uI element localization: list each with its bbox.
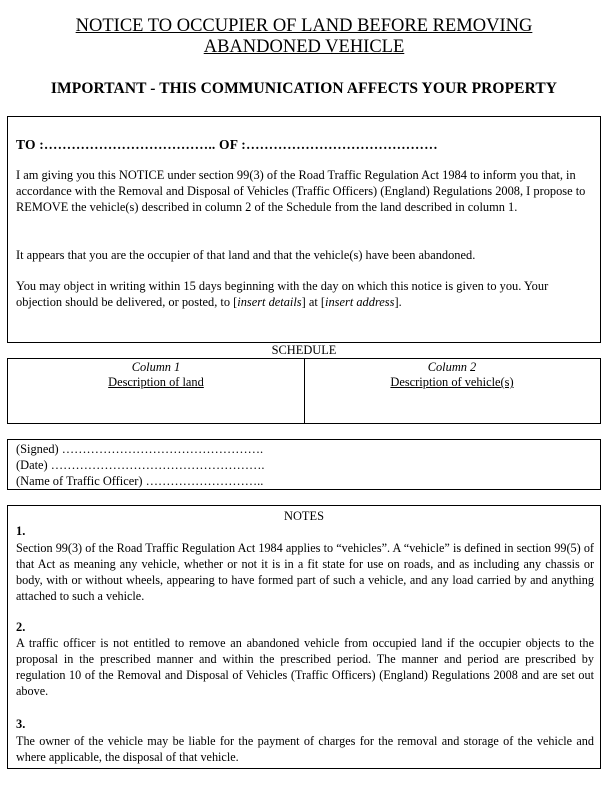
objection-text-b: ] at [: [301, 295, 326, 309]
important-heading: IMPORTANT - THIS COMMUNICATION AFFECTS YOUR PROPERTY: [50, 80, 558, 97]
to-of-line: TO :……………………………….. OF :……………………………………: [16, 137, 438, 152]
note-1-number: 1.: [16, 524, 26, 538]
notice-paragraph-1: I am giving you this NOTICE under section 99(3) of the Road Traffic Regulation Act 1984 to inform you that, in accordance with the Removal and Disposal of Vehicles (Traffic Officers) (England) Regulations 2008, I propose to REMOVE the vehicle(s) described in column 2 of the Schedule from the land described in column 1.: [16, 168, 586, 214]
notes-box: [7, 505, 601, 769]
insert-address-placeholder: insert address: [325, 295, 395, 309]
note-2-number: 2.: [16, 620, 26, 634]
title-line-1: NOTICE TO OCCUPIER OF LAND BEFORE REMOVING: [75, 16, 533, 36]
notice-paragraph-2: It appears that you are the occupier of that land and that the vehicle(s) have been abandoned.: [16, 248, 476, 262]
note-2-text: A traffic officer is not entitled to remove an abandoned vehicle from occupied land if the occupier objects to the proposal in the prescribed manner and within the prescribed period. The manner and period are prescribed by regulation 10 of the Removal and Disposal of Vehicles (Traffic Officers) (England) Regulations 2008 and are set out above.: [16, 636, 594, 698]
schedule-table: [7, 358, 601, 424]
column-2-heading: Column 2: [427, 360, 477, 374]
column-1-description: Description of land: [108, 375, 204, 389]
schedule-column-1: [8, 359, 305, 423]
notice-paragraph-3: [16, 278, 594, 310]
date-line: (Date) …………………………………………….: [16, 458, 265, 472]
schedule-label: SCHEDULE: [271, 343, 337, 357]
notice-box: [7, 116, 601, 343]
objection-text-c: ].: [394, 295, 402, 309]
title-line-2: ABANDONED VEHICLE: [203, 37, 405, 57]
officer-name-line: (Name of Traffic Officer) ………………………..: [16, 474, 264, 488]
note-3-number: 3.: [16, 717, 26, 731]
objection-text-a: You may object in writing within 15 days beginning with the day on which this notice is given to you. Your objection should be delivered, or posted, to [: [16, 279, 549, 309]
notes-heading: NOTES: [284, 509, 324, 523]
insert-details-placeholder: insert details: [237, 295, 302, 309]
column-1-heading: Column 1: [131, 360, 181, 374]
note-3-text: The owner of the vehicle may be liable for the payment of charges for the removal and storage of the vehicle and where applicable, the disposal of that vehicle.: [16, 734, 594, 764]
column-2-description: Description of vehicle(s): [390, 375, 514, 389]
document-title: [0, 16, 608, 58]
signed-line: (Signed) ………………………………………….: [16, 442, 264, 456]
signature-box: [7, 439, 601, 490]
schedule-column-2: [304, 359, 600, 423]
note-1-text: Section 99(3) of the Road Traffic Regulation Act 1984 applies to “vehicles”. A “vehicle” is defined in section 99(5) of that Act as meaning any vehicle, whether or not it is in a fit state for use on roads, and as including any chassis or body, with or without wheels, appearing to have formed part of such a vehicle, and any load carried by and anything attached to such a vehicle.: [16, 541, 594, 603]
